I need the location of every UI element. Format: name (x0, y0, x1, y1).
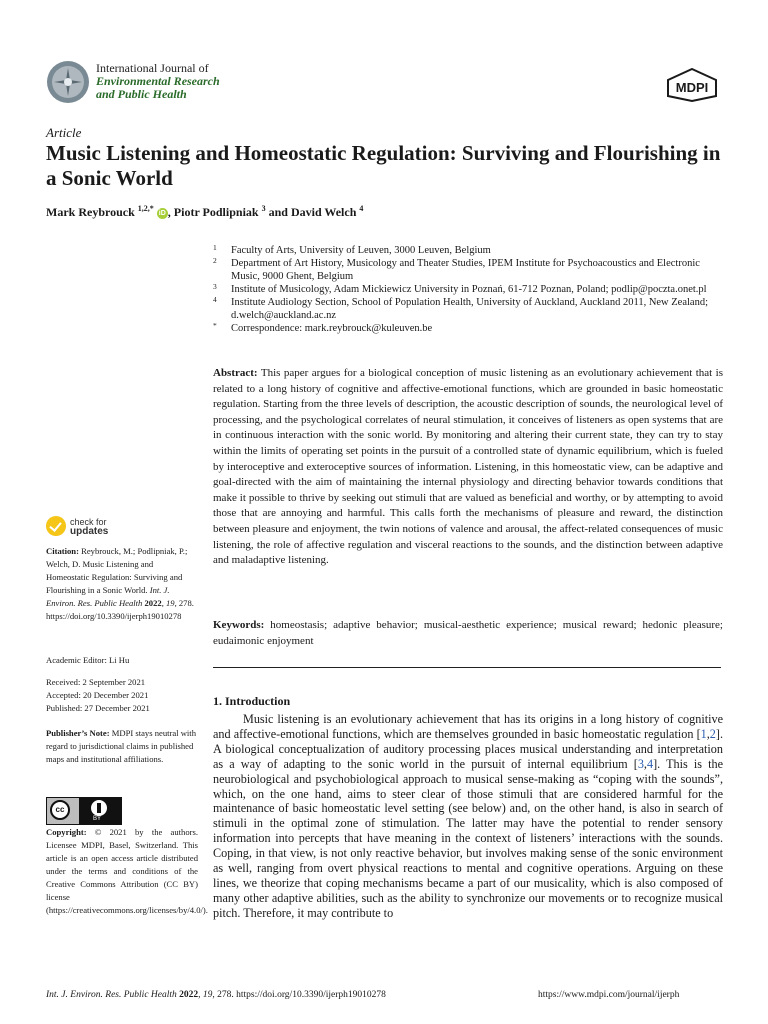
citation-link[interactable]: 1 (700, 726, 707, 741)
citation-volume: 19 (165, 598, 175, 608)
abstract-text: This paper argues for a biological conception of music listening as an evolutionary achievement that is related to a long history of cognitive and affective-emotional functions, which are grounded in basic homeostatic regulation. Starting from the three levels of description, the acoustic description of sounds, the neurological level of processing, and the psychological correlates of neural stimulation, it conceives of listeners as open systems that are in continuous interaction with the sonic world. By monitoring and altering their current state, they can try to stay within the limits of operating set points in the pursuit of a controlled state of dynamic equilibrium, which is fueled by interoceptive and exteroceptive sources of information. Listening, in this homeostatic view, can be adaptive and goal-directed with the aim of maintaining the internal physiology and directing behavior towards conditions that make it possible to thrive by seeking out stimuli that are valued as beneficial and worthy, or by attempting to avoid those that are annoying and harmful. This calls forth the mechanisms of pleasure and reward, the distinction between pleasure and enjoyment, the twin notions of valence and arousal, the affect-related consequences of music listening, the role of affective regulation and visceral reactions to the sounds, and the distinction between adaptive and maladaptive listening. (213, 367, 723, 567)
affiliation-text: Faculty of Arts, University of Leuven, 3000 Leuven, Belgium (231, 245, 491, 256)
introduction-paragraph (213, 712, 723, 921)
copyright-notice (46, 826, 208, 917)
correspondence-text: Correspondence: mark.reybrouck@kuleuven.be (231, 323, 433, 334)
footer-volume: 19 (202, 990, 213, 1000)
journal-name-line3: and Public Health (96, 87, 187, 101)
affiliation-item (213, 296, 723, 322)
citation-separator: , (643, 756, 647, 771)
mdpi-logo-text: MDPI (675, 80, 709, 95)
person-icon (91, 800, 107, 816)
cc-by-license-icon[interactable] (46, 797, 122, 825)
section-divider (213, 667, 721, 668)
citation-link[interactable]: 3 (637, 756, 644, 771)
author-affil-sup: 1,2,* (137, 204, 154, 213)
citation-label: Citation: (46, 546, 79, 556)
citation-text: Reybrouck, M.; Podlipniak, P.; Welch, D. Music Listening and Homeostatic Regulation: Surviving and Flourishing in a Sonic World. (46, 546, 188, 595)
by-icon (79, 798, 121, 824)
intro-text: ]. A biological conceptualization of auditory processing places musical understanding and interpretation as a way of adapting to the sonic world in the pursuit of internal equilibrium [ (213, 726, 723, 771)
author-separator: , (167, 205, 174, 219)
date-received: Received: 2 September 2021 (46, 677, 146, 687)
section-heading-introduction: 1. Introduction (213, 694, 291, 708)
affiliation-number: 4 (213, 295, 217, 304)
check-updates-label (70, 518, 108, 536)
article-title: Music Listening and Homeostatic Regulation: Surviving and Flourishing in a Sonic World (46, 141, 721, 190)
affiliation-text: Institute Audiology Section, School of Population Health, University of Auckland, Auckland 2011, New Zealand; d.welch@auckland.ac.nz (231, 297, 708, 321)
publisher-note (46, 727, 198, 766)
footer-journal: Int. J. Environ. Res. Public Health (46, 990, 177, 1000)
footer-doi[interactable]: , 278. https://doi.org/10.3390/ijerph19010278 (212, 990, 386, 1000)
affiliation-item (213, 244, 723, 257)
citation-year: 2022 (144, 598, 162, 608)
journal-name (96, 62, 220, 101)
copyright-label: Copyright: (46, 827, 87, 837)
citation-doi[interactable]: , 278. https://doi.org/10.3390/ijerph19010278 (46, 598, 194, 621)
check-updates-line2: updates (70, 526, 109, 537)
footer-citation: Int. J. Environ. Res. Public Health 2022, 19, 278. https://doi.org/10.3390/ijerph19010278 (46, 990, 386, 1000)
publisher-note-label: Publisher’s Note: (46, 728, 110, 738)
correspondence (213, 322, 723, 335)
author-affil-sup: 4 (359, 204, 364, 213)
affiliation-item (213, 283, 723, 296)
keywords-text: homeostasis; adaptive behavior; musical-aesthetic experience; musical reward; hedonic pleasure; eudaimonic enjoyment (213, 619, 723, 647)
intro-text: Music listening is an evolutionary achievement that has its origins in a long history of cognitive and affective-emotional functions, which are themselves grounded in basic homeostatic regulation [ (213, 712, 723, 741)
affiliation-text: Department of Art History, Musicology and Theater Studies, IPEM Institute for Psychoacoustics and Electronic Music, 9000 Ghent, Belgium (231, 258, 700, 282)
affiliation-number: * (213, 321, 217, 330)
citation-block: Citation: Reybrouck, M.; Podlipniak, P.; Welch, D. Music Listening and Homeostatic Regulation: Surviving and Flourishing in a Sonic World. Int. J. Environ. Res. Public Health 2022, 19, 278. https://doi.org/10.3390/ijerph19010278 (46, 546, 194, 621)
article-type: Article (46, 125, 82, 140)
author-name: David Welch (290, 205, 357, 219)
journal-name-line2: Environmental Research (96, 74, 220, 88)
citation-link[interactable]: 2 (709, 726, 716, 741)
affiliation-number: 2 (213, 256, 217, 265)
mdpi-logo (666, 68, 718, 102)
author-affil-sup: 3 (261, 204, 266, 213)
keywords-label: Keywords: (213, 619, 265, 631)
keywords (213, 618, 723, 649)
footer-journal-url[interactable]: https://www.mdpi.com/journal/ijerph (538, 990, 680, 1000)
abstract-label: Abstract: (213, 367, 258, 379)
academic-editor: Academic Editor: Li Hu (46, 655, 130, 665)
affiliation-text: Institute of Musicology, Adam Mickiewicz University in Poznań, 61-712 Poznan, Poland; podlip@poczta.onet.pl (231, 284, 707, 295)
orcid-icon[interactable]: iD (158, 209, 166, 217)
author-name: Mark Reybrouck (46, 205, 135, 219)
affiliation-number: 3 (213, 282, 217, 291)
affiliation-item (213, 257, 723, 283)
cc-icon: cc (50, 800, 70, 820)
date-published: Published: 27 December 2021 (46, 703, 150, 713)
intro-text: ]. This is the neurobiological and psychobiological approach to musical sense-making as “coping with the sounds”, which, on the one hand, aims to steer clear of those stimuli that are considered harmful for the maintenance of basic homeostatic level setting (see below) and, on the other hand, is also in search of stimuli in the optimal zone of stimulation. The latter may have the potential to render sensory information into percepts that have meaning in the context of listeners’ interactions with the sounds. Coping, in that view, is not only reactive behavior, but involves making sense of the sonic environment as well, ranging from overt physical reactions to mental and cognitive operations. Arguing on these lines, we theorize that coping mechanisms became a part of our musicality, which is also composed of many other adaptive abilities, such as the ability to synchronize our movements or to recognize musical pitch. Therefore, it may contribute to (213, 756, 723, 920)
check-updates-line1: check for (70, 517, 107, 527)
publication-dates (46, 676, 198, 715)
affiliations (213, 244, 723, 335)
author-list (46, 204, 363, 220)
by-label: BY (93, 816, 102, 822)
citation-journal: Int. J. Environ. Res. Public Health (46, 585, 170, 608)
journal-name-line1: International Journal of (96, 61, 209, 75)
check-for-updates-button[interactable] (46, 514, 126, 542)
citation-link[interactable]: 4 (646, 756, 654, 771)
journal-logo (46, 60, 90, 104)
footer-year: 2022 (179, 990, 199, 1000)
checkmark-icon (46, 516, 66, 536)
affiliation-number: 1 (213, 243, 217, 252)
date-accepted: Accepted: 20 December 2021 (46, 690, 149, 700)
author-and: and (265, 205, 291, 219)
copyright-text: © 2021 by the authors. Licensee MDPI, Basel, Switzerland. This article is an open access article distributed under the terms and conditions of the Creative Commons Attribution (CC BY) license (https://creativecommons.org/licenses/by/4.0/). (46, 827, 208, 915)
citation-separator: , (706, 726, 710, 741)
publisher-note-text: MDPI stays neutral with regard to jurisdictional claims in published maps and institutional affiliations. (46, 728, 196, 764)
author-name: Piotr Podlipniak (173, 205, 259, 219)
abstract (213, 366, 723, 569)
